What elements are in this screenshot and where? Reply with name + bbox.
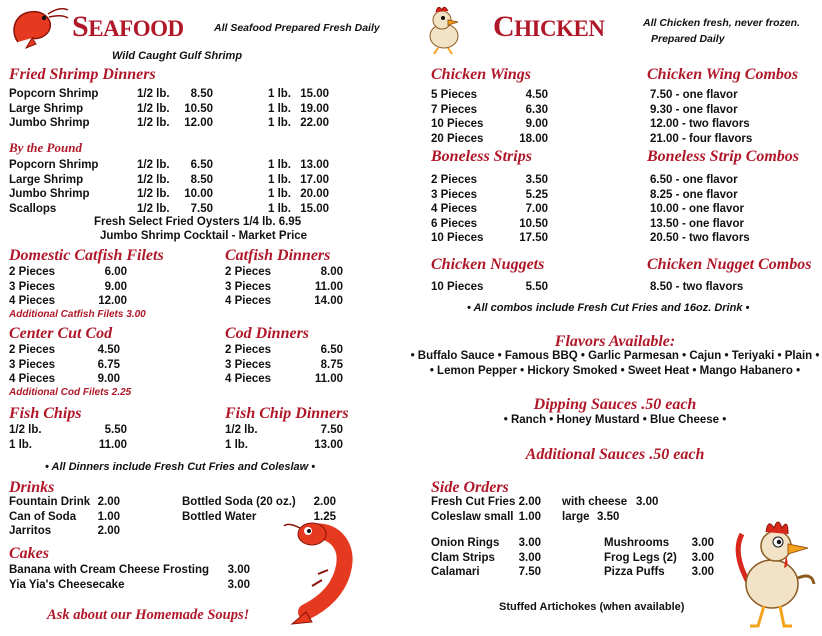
one-lb-price: 22.00 bbox=[300, 117, 329, 129]
one-lb-price: 20.00 bbox=[300, 188, 329, 200]
item-name: Popcorn Shrimp bbox=[9, 159, 99, 171]
item-price: 2.00 bbox=[313, 496, 336, 508]
half-lb-price: 8.50 bbox=[190, 88, 213, 100]
dipping-heading: Dipping Sauces .50 each bbox=[533, 396, 697, 413]
item-name: Jarritos bbox=[9, 525, 52, 537]
nuggets-heading: Chicken Nuggets bbox=[431, 256, 545, 273]
item-name: Jumbo Shrimp bbox=[9, 188, 90, 200]
item-name: Coleslaw small bbox=[431, 511, 514, 523]
item-name: 1/2 lb. bbox=[9, 424, 42, 436]
dipping-line: • Ranch • Honey Mustard • Blue Cheese • bbox=[503, 414, 727, 426]
shrimp-mascot-icon bbox=[282, 520, 360, 630]
item-name: 7 Pieces bbox=[431, 103, 478, 116]
domestic-catfish-heading: Domestic Catfish Filets bbox=[9, 247, 164, 264]
fried-shrimp-heading: Fried Shrimp Dinners bbox=[9, 66, 156, 83]
cocktail-line: Jumbo Shrimp Cocktail - Market Price bbox=[100, 230, 308, 242]
half-lb-price: 10.00 bbox=[184, 188, 213, 200]
seafood-tagline: All Seafood Prepared Fresh Daily bbox=[214, 22, 380, 34]
item-name: 5 Pieces bbox=[431, 89, 478, 101]
item-price: 13.00 bbox=[314, 438, 343, 451]
item-name: 4 Pieces bbox=[431, 203, 478, 215]
item-name: Bottled Water bbox=[182, 510, 257, 523]
item-price: 11.00 bbox=[98, 438, 127, 451]
item-price: 12.00 bbox=[98, 295, 127, 307]
item-price: 6.50 bbox=[320, 344, 343, 356]
wing-combos-heading: Chicken Wing Combos bbox=[647, 66, 799, 83]
item-name: 4 Pieces bbox=[225, 295, 272, 307]
item-name: 1 lb. bbox=[9, 438, 33, 451]
one-lb-price: 13.00 bbox=[300, 159, 329, 171]
item-price: 3.00 bbox=[518, 537, 541, 549]
combo-text: 6.50 - one flavor bbox=[650, 174, 738, 186]
item-name: Frog Legs (2) bbox=[604, 551, 677, 564]
item-price: 14.00 bbox=[314, 295, 343, 307]
one-lb-label: 1 lb. bbox=[268, 173, 292, 186]
combo-text: 21.00 - four flavors bbox=[650, 132, 753, 145]
extra-name: with cheese bbox=[562, 496, 628, 508]
catfish-dinners-heading: Catfish Dinners bbox=[225, 247, 331, 264]
combo-text: 10.00 - one flavor bbox=[650, 203, 744, 215]
item-name: Scallops bbox=[9, 202, 57, 215]
flavors-line-2: • Lemon Pepper • Hickory Smoked • Sweet Heat • Mango Habanero • bbox=[429, 365, 801, 377]
half-lb-price: 7.50 bbox=[190, 202, 213, 215]
item-name: 1 lb. bbox=[225, 438, 249, 451]
half-lb-price: 10.50 bbox=[184, 102, 213, 115]
item-name: 10 Pieces bbox=[431, 118, 484, 130]
item-price: 6.00 bbox=[104, 266, 127, 278]
item-name: Fresh Cut Fries bbox=[431, 496, 516, 508]
one-lb-price: 15.00 bbox=[300, 88, 329, 100]
half-lb-label: 1/2 lb. bbox=[137, 102, 170, 115]
item-price: 4.50 bbox=[525, 89, 548, 101]
cod-note: Additional Cod Filets 2.25 bbox=[9, 387, 132, 398]
one-lb-label: 1 lb. bbox=[268, 188, 292, 200]
item-price: 7.50 bbox=[320, 424, 343, 436]
item-price: 3.00 bbox=[691, 551, 714, 564]
rooster-mascot-icon bbox=[728, 512, 818, 630]
additional-sauces: Additional Sauces .50 each bbox=[525, 446, 705, 463]
fish-chips-heading: Fish Chips bbox=[9, 405, 82, 422]
combo-text: 20.50 - two flavors bbox=[650, 232, 750, 244]
item-name: 3 Pieces bbox=[9, 280, 56, 293]
one-lb-label: 1 lb. bbox=[268, 202, 292, 215]
item-price: 8.75 bbox=[320, 358, 343, 371]
chicken-title: CHICKEN bbox=[493, 10, 605, 43]
item-price: 3.00 bbox=[518, 551, 541, 564]
combo-text: 12.00 - two flavors bbox=[650, 118, 750, 130]
combo-text: 9.30 - one flavor bbox=[650, 103, 738, 116]
item-price: 2.00 bbox=[97, 496, 120, 508]
item-price: 17.50 bbox=[519, 232, 548, 244]
item-price: 1.00 bbox=[97, 510, 120, 523]
one-lb-price: 19.00 bbox=[300, 102, 329, 115]
item-name: Clam Strips bbox=[431, 551, 495, 564]
combo-text: 7.50 - one flavor bbox=[650, 89, 738, 101]
item-price: 7.00 bbox=[525, 203, 548, 215]
item-price: 11.00 bbox=[314, 280, 343, 293]
by-pound-heading: By the Pound bbox=[9, 140, 82, 155]
half-lb-label: 1/2 lb. bbox=[137, 173, 170, 186]
soups-note: Ask about our Homemade Soups! bbox=[47, 607, 250, 623]
drinks-heading: Drinks bbox=[9, 479, 55, 496]
dinners-note: • All Dinners include Fresh Cut Fries and Coleslaw • bbox=[45, 461, 316, 473]
half-lb-label: 1/2 lb. bbox=[137, 117, 170, 129]
item-price: 18.00 bbox=[519, 132, 548, 145]
half-lb-label: 1/2 lb. bbox=[137, 88, 170, 100]
half-lb-label: 1/2 lb. bbox=[137, 202, 170, 215]
one-lb-label: 1 lb. bbox=[268, 159, 292, 171]
item-name: 10 Pieces bbox=[431, 281, 484, 293]
combo-text: 13.50 - one flavor bbox=[650, 217, 744, 230]
half-lb-price: 6.50 bbox=[190, 159, 213, 171]
half-lb-price: 12.00 bbox=[184, 117, 213, 129]
item-name: 2 Pieces bbox=[9, 344, 56, 356]
item-name: Mushrooms bbox=[604, 537, 670, 549]
item-name: Yia Yia's Cheesecake bbox=[9, 578, 125, 591]
item-name: 2 Pieces bbox=[225, 266, 272, 278]
cakes-heading: Cakes bbox=[9, 545, 49, 562]
item-name: Large Shrimp bbox=[9, 102, 84, 115]
oysters-line: Fresh Select Fried Oysters 1/4 lb. 6.95 bbox=[94, 216, 302, 228]
extra-price: 3.00 bbox=[636, 496, 659, 508]
item-price: 7.50 bbox=[518, 566, 541, 578]
item-name: 3 Pieces bbox=[431, 188, 478, 201]
item-price: 5.50 bbox=[104, 424, 127, 436]
item-price: 6.75 bbox=[97, 358, 120, 371]
center-cod-heading: Center Cut Cod bbox=[9, 325, 113, 342]
item-name: 3 Pieces bbox=[9, 358, 56, 371]
item-name: Fountain Drink bbox=[9, 496, 91, 508]
flavors-line-1: • Buffalo Sauce • Famous BBQ • Garlic Parmesan • Cajun • Teriyaki • Plain • bbox=[410, 350, 820, 362]
one-lb-price: 15.00 bbox=[300, 202, 329, 215]
item-name: Banana with Cream Cheese Frosting bbox=[9, 564, 210, 576]
extra-name: large bbox=[562, 511, 590, 523]
half-lb-label: 1/2 lb. bbox=[137, 188, 170, 200]
cod-dinners-heading: Cod Dinners bbox=[225, 325, 310, 342]
item-price: 2.00 bbox=[97, 525, 120, 537]
item-name: Jumbo Shrimp bbox=[9, 117, 90, 129]
item-price: 1.25 bbox=[313, 510, 336, 523]
item-name: Can of Soda bbox=[9, 510, 77, 523]
item-price: 5.25 bbox=[525, 188, 548, 201]
combo-text: 8.50 - two flavors bbox=[650, 281, 744, 293]
one-lb-label: 1 lb. bbox=[268, 117, 292, 129]
item-price: 9.00 bbox=[104, 280, 127, 293]
item-name: 2 Pieces bbox=[9, 266, 56, 278]
item-name: Onion Rings bbox=[431, 537, 500, 549]
strips-heading: Boneless Strips bbox=[431, 148, 532, 165]
catfish-note: Additional Catfish Filets 3.00 bbox=[9, 309, 146, 320]
item-name: 4 Pieces bbox=[9, 295, 56, 307]
item-price: 3.50 bbox=[525, 174, 548, 186]
item-name: 4 Pieces bbox=[9, 373, 56, 385]
chicken-icon bbox=[418, 4, 468, 56]
seafood-title: SEAFOOD bbox=[72, 10, 184, 43]
one-lb-label: 1 lb. bbox=[268, 102, 292, 115]
half-lb-label: 1/2 lb. bbox=[137, 159, 170, 171]
sides-heading: Side Orders bbox=[431, 479, 509, 496]
item-name: 3 Pieces bbox=[225, 280, 272, 293]
item-price: 6.30 bbox=[525, 103, 548, 116]
combo-text: 8.25 - one flavor bbox=[650, 188, 738, 201]
item-price: 11.00 bbox=[314, 373, 343, 385]
item-name: 3 Pieces bbox=[225, 358, 272, 371]
item-price: 3.00 bbox=[691, 537, 714, 549]
one-lb-price: 17.00 bbox=[300, 173, 329, 186]
item-price: 3.00 bbox=[227, 564, 250, 576]
item-price: 9.00 bbox=[97, 373, 120, 385]
item-name: 2 Pieces bbox=[225, 344, 272, 356]
item-price: 9.00 bbox=[525, 118, 548, 130]
item-name: Pizza Puffs bbox=[604, 566, 665, 578]
combos-note: • All combos include Fresh Cut Fries and 16oz. Drink • bbox=[467, 302, 750, 314]
artichokes-line: Stuffed Artichokes (when available) bbox=[499, 601, 685, 613]
item-price: 1.00 bbox=[518, 511, 541, 523]
item-price: 3.00 bbox=[227, 578, 250, 591]
flavors-heading: Flavors Available: bbox=[554, 333, 676, 350]
extra-price: 3.50 bbox=[597, 511, 620, 523]
item-name: Bottled Soda (20 oz.) bbox=[182, 496, 296, 508]
item-name: 10 Pieces bbox=[431, 232, 484, 244]
one-lb-label: 1 lb. bbox=[268, 88, 292, 100]
chicken-tagline-1: All Chicken fresh, never frozen. bbox=[643, 17, 800, 29]
nugget-combos-heading: Chicken Nugget Combos bbox=[647, 256, 812, 273]
item-name: Popcorn Shrimp bbox=[9, 88, 99, 100]
item-name: 6 Pieces bbox=[431, 217, 478, 230]
item-price: 8.00 bbox=[320, 266, 343, 278]
wings-heading: Chicken Wings bbox=[431, 66, 532, 83]
half-lb-price: 8.50 bbox=[190, 173, 213, 186]
item-name: 4 Pieces bbox=[225, 373, 272, 385]
item-name: 1/2 lb. bbox=[225, 424, 258, 436]
item-price: 4.50 bbox=[97, 344, 120, 356]
item-price: 2.00 bbox=[518, 496, 541, 508]
item-name: Calamari bbox=[431, 566, 480, 578]
fish-chip-dinners-heading: Fish Chip Dinners bbox=[225, 405, 349, 422]
item-price: 5.50 bbox=[525, 281, 548, 293]
item-price: 3.00 bbox=[691, 566, 714, 578]
chicken-tagline-2: Prepared Daily bbox=[651, 33, 725, 45]
item-name: 2 Pieces bbox=[431, 174, 478, 186]
item-price: 10.50 bbox=[519, 217, 548, 230]
strip-combos-heading: Boneless Strip Combos bbox=[647, 148, 800, 165]
shrimp-icon bbox=[8, 4, 70, 52]
seafood-subtitle: Wild Caught Gulf Shrimp bbox=[112, 50, 243, 62]
item-name: Large Shrimp bbox=[9, 173, 84, 186]
item-name: 20 Pieces bbox=[431, 132, 484, 145]
